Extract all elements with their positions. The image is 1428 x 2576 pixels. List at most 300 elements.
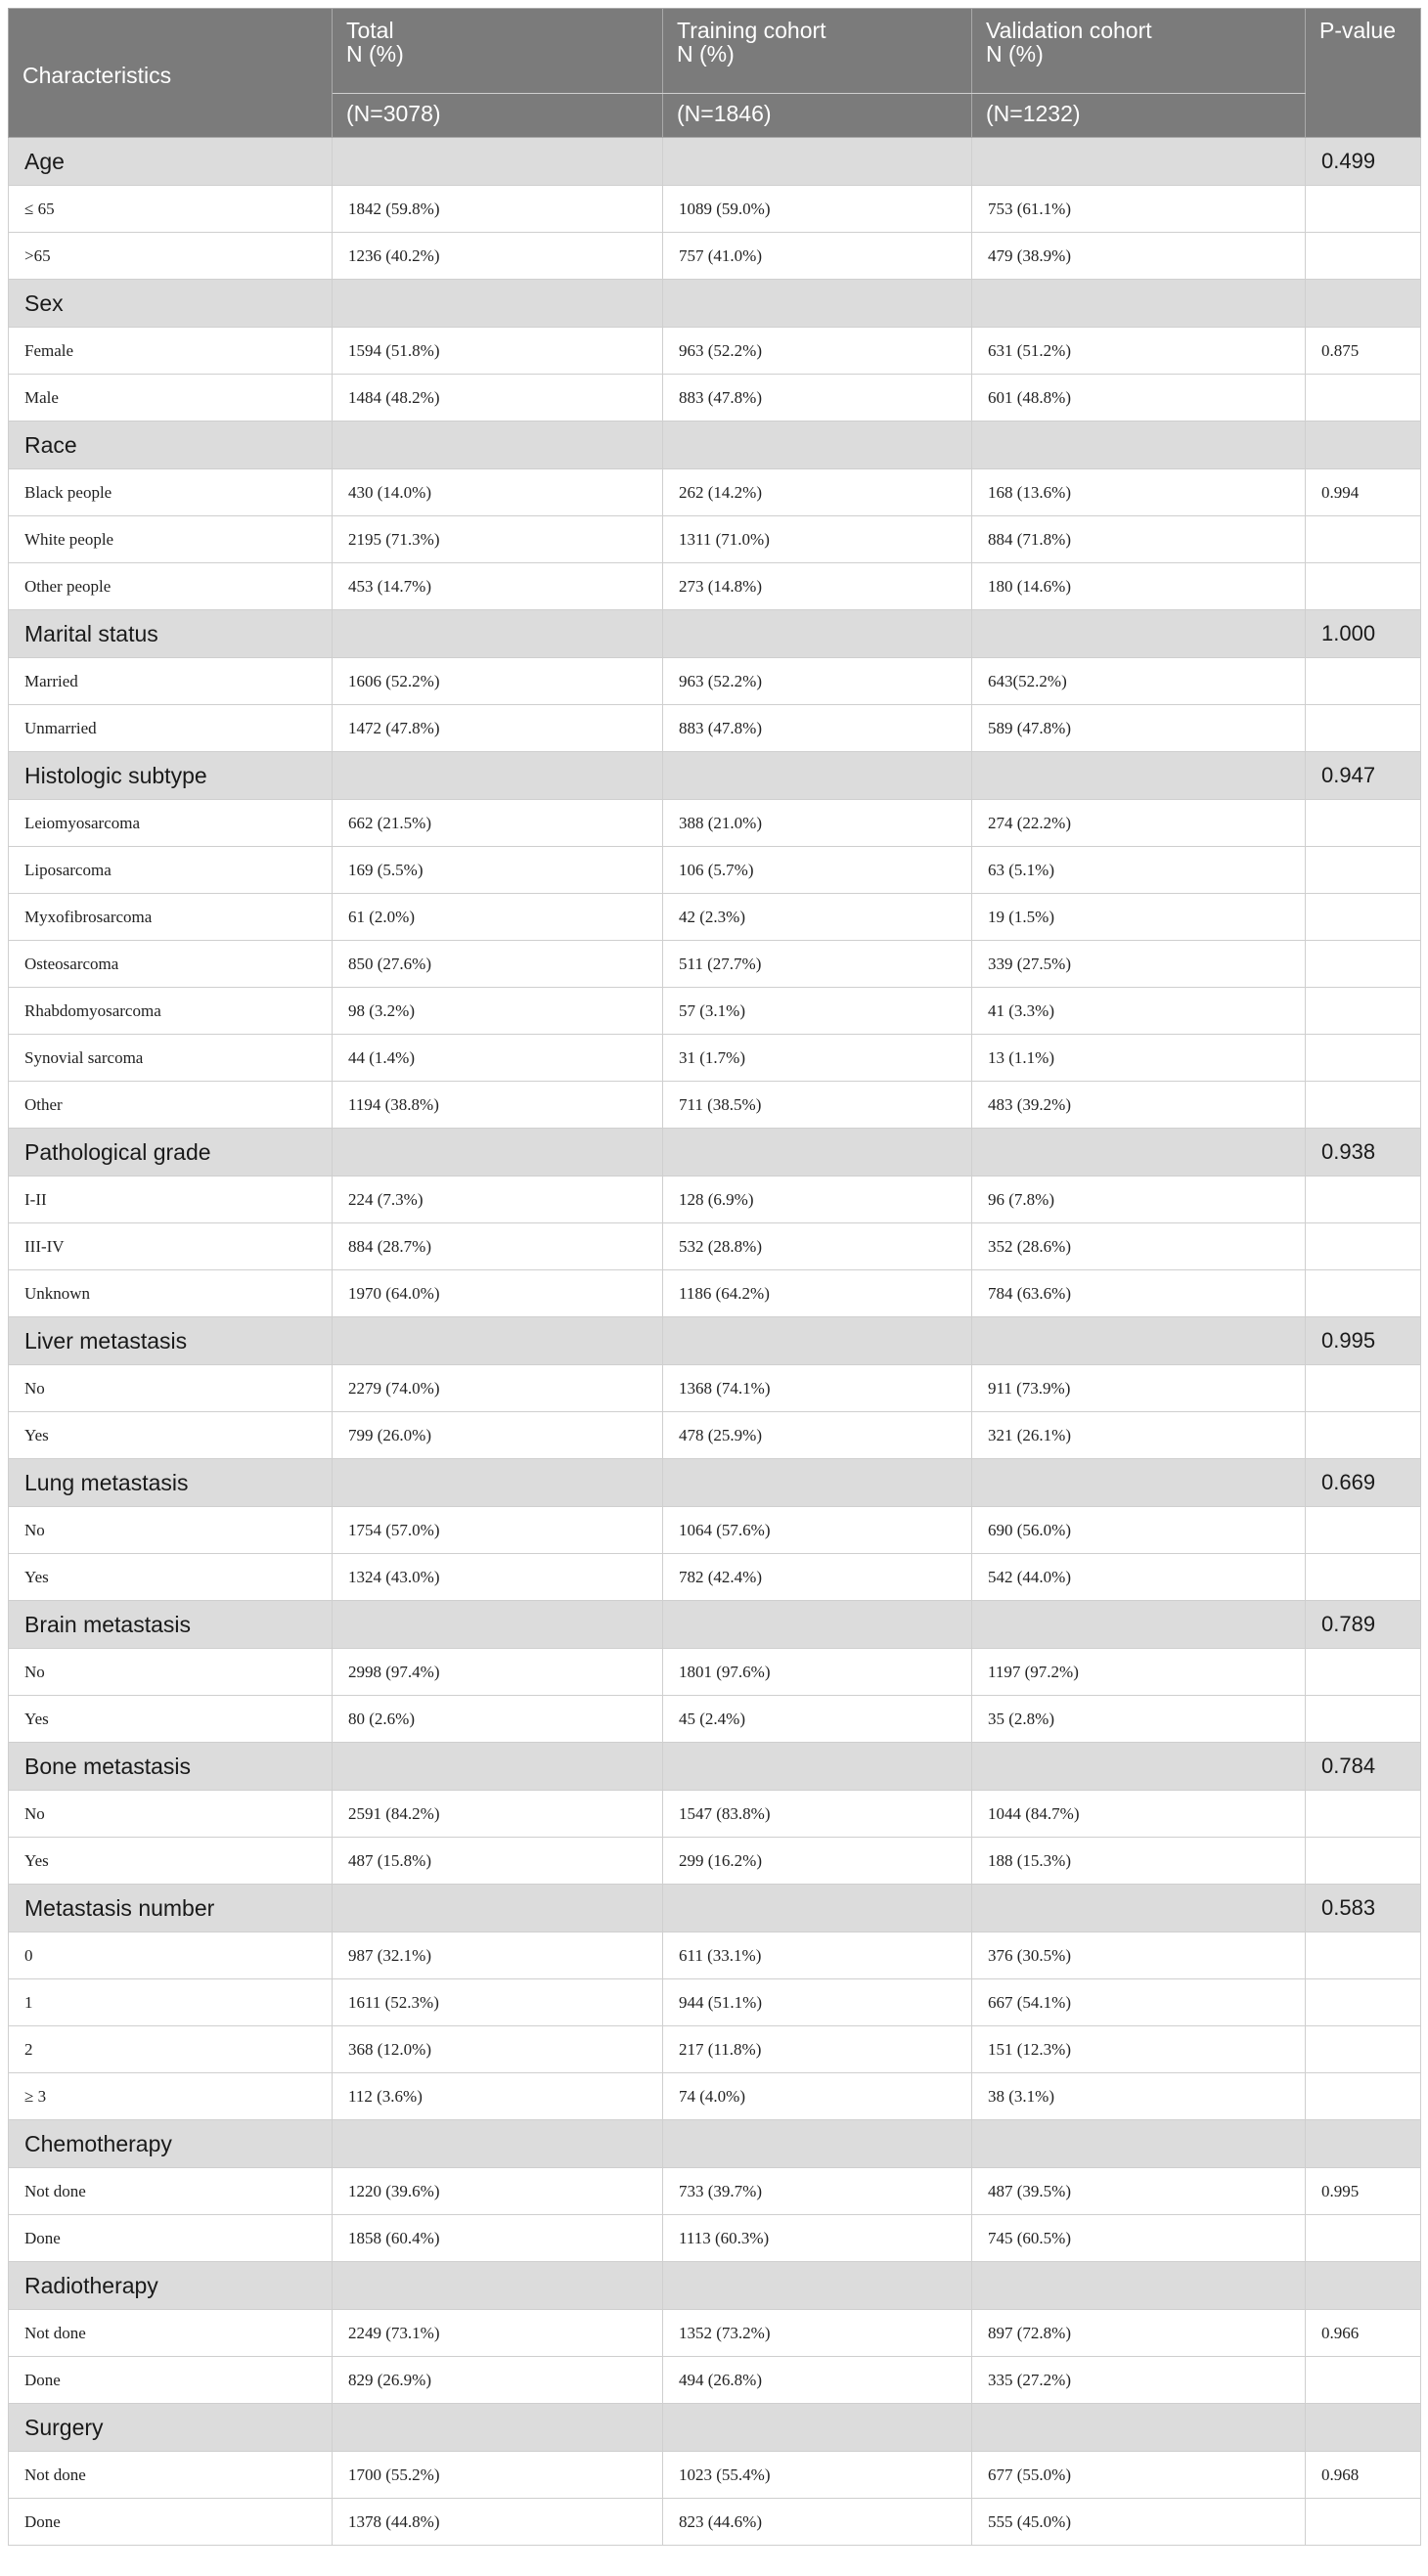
total-value: 1606 (52.2%) xyxy=(333,658,663,705)
total-value: 1484 (48.2%) xyxy=(333,375,663,422)
p-value: 0.995 xyxy=(1306,1317,1421,1365)
table-row xyxy=(9,2357,1421,2404)
validation-value: 784 (63.6%) xyxy=(972,1270,1306,1317)
row-label: Yes xyxy=(9,1412,333,1459)
training-value: 1113 (60.3%) xyxy=(663,2215,972,2262)
p-value xyxy=(1306,1035,1421,1082)
header-training-n: (N=1846) xyxy=(663,94,972,138)
total-value: 1324 (43.0%) xyxy=(333,1554,663,1601)
row-label: No xyxy=(9,1791,333,1838)
training-value: 1801 (97.6%) xyxy=(663,1649,972,1696)
table-row xyxy=(9,1270,1421,1317)
p-value: 0.938 xyxy=(1306,1129,1421,1177)
total-value: 1378 (44.8%) xyxy=(333,2499,663,2546)
row-label: White people xyxy=(9,516,333,563)
header-total-n: (N=3078) xyxy=(333,94,663,138)
cell-empty xyxy=(663,752,972,800)
group-label: Liver metastasis xyxy=(9,1317,333,1365)
row-label: Married xyxy=(9,658,333,705)
p-value xyxy=(1306,233,1421,280)
header-training-label: Training cohort xyxy=(677,18,826,43)
table-row xyxy=(9,847,1421,894)
table-row xyxy=(9,1838,1421,1885)
validation-value: 339 (27.5%) xyxy=(972,941,1306,988)
cell-empty xyxy=(972,2262,1306,2310)
row-label: Liposarcoma xyxy=(9,847,333,894)
row-label: Synovial sarcoma xyxy=(9,1035,333,1082)
table-row xyxy=(9,1035,1421,1082)
p-value xyxy=(1306,2026,1421,2073)
cell-empty xyxy=(972,752,1306,800)
cell-empty xyxy=(972,2120,1306,2168)
training-value: 57 (3.1%) xyxy=(663,988,972,1035)
training-value: 299 (16.2%) xyxy=(663,1838,972,1885)
total-value: 2195 (71.3%) xyxy=(333,516,663,563)
row-label: Unknown xyxy=(9,1270,333,1317)
validation-value: 483 (39.2%) xyxy=(972,1082,1306,1129)
training-value: 388 (21.0%) xyxy=(663,800,972,847)
cell-empty xyxy=(333,1601,663,1649)
group-row xyxy=(9,2120,1421,2168)
p-value: 0.966 xyxy=(1306,2310,1421,2357)
table-row xyxy=(9,563,1421,610)
training-value: 611 (33.1%) xyxy=(663,1932,972,1979)
training-value: 217 (11.8%) xyxy=(663,2026,972,2073)
cell-empty xyxy=(333,1317,663,1365)
row-label: Done xyxy=(9,2499,333,2546)
training-value: 963 (52.2%) xyxy=(663,328,972,375)
cell-empty xyxy=(663,1743,972,1791)
training-value: 883 (47.8%) xyxy=(663,375,972,422)
total-value: 662 (21.5%) xyxy=(333,800,663,847)
training-value: 128 (6.9%) xyxy=(663,1177,972,1223)
cell-empty xyxy=(972,1459,1306,1507)
validation-value: 1044 (84.7%) xyxy=(972,1791,1306,1838)
table-row xyxy=(9,233,1421,280)
row-label: Not done xyxy=(9,2168,333,2215)
cell-empty xyxy=(972,610,1306,658)
validation-value: 897 (72.8%) xyxy=(972,2310,1306,2357)
group-label: Sex xyxy=(9,280,333,328)
p-value: 0.968 xyxy=(1306,2452,1421,2499)
p-value: 0.994 xyxy=(1306,469,1421,516)
validation-value: 643(52.2%) xyxy=(972,658,1306,705)
row-label: Done xyxy=(9,2357,333,2404)
validation-value: 753 (61.1%) xyxy=(972,186,1306,233)
table-row xyxy=(9,2215,1421,2262)
cell-empty xyxy=(663,1317,972,1365)
p-value xyxy=(1306,2262,1421,2310)
training-value: 1064 (57.6%) xyxy=(663,1507,972,1554)
p-value xyxy=(1306,1412,1421,1459)
p-value xyxy=(1306,516,1421,563)
p-value xyxy=(1306,2073,1421,2120)
row-label: ≥ 3 xyxy=(9,2073,333,2120)
group-label: Lung metastasis xyxy=(9,1459,333,1507)
p-value xyxy=(1306,988,1421,1035)
row-label: 0 xyxy=(9,1932,333,1979)
total-value: 430 (14.0%) xyxy=(333,469,663,516)
table-row xyxy=(9,705,1421,752)
training-value: 1547 (83.8%) xyxy=(663,1791,972,1838)
group-row xyxy=(9,1885,1421,1932)
p-value xyxy=(1306,1177,1421,1223)
header-pvalue: P-value xyxy=(1306,9,1421,138)
training-value: 74 (4.0%) xyxy=(663,2073,972,2120)
p-value xyxy=(1306,422,1421,469)
table-row xyxy=(9,2310,1421,2357)
table-row xyxy=(9,2026,1421,2073)
validation-value: 376 (30.5%) xyxy=(972,1932,1306,1979)
table-row xyxy=(9,1365,1421,1412)
table-row xyxy=(9,2168,1421,2215)
training-value: 106 (5.7%) xyxy=(663,847,972,894)
validation-value: 352 (28.6%) xyxy=(972,1223,1306,1270)
table-row xyxy=(9,186,1421,233)
cell-empty xyxy=(972,280,1306,328)
p-value: 0.499 xyxy=(1306,138,1421,186)
validation-value: 96 (7.8%) xyxy=(972,1177,1306,1223)
p-value xyxy=(1306,1649,1421,1696)
total-value: 799 (26.0%) xyxy=(333,1412,663,1459)
p-value xyxy=(1306,800,1421,847)
table-row xyxy=(9,800,1421,847)
row-label: Female xyxy=(9,328,333,375)
training-value: 31 (1.7%) xyxy=(663,1035,972,1082)
p-value xyxy=(1306,186,1421,233)
total-value: 1594 (51.8%) xyxy=(333,328,663,375)
cell-empty xyxy=(333,280,663,328)
table-row xyxy=(9,941,1421,988)
header-total xyxy=(333,9,663,94)
p-value xyxy=(1306,1838,1421,1885)
total-value: 1754 (57.0%) xyxy=(333,1507,663,1554)
cell-empty xyxy=(333,422,663,469)
total-value: 453 (14.7%) xyxy=(333,563,663,610)
training-value: 511 (27.7%) xyxy=(663,941,972,988)
validation-value: 542 (44.0%) xyxy=(972,1554,1306,1601)
cell-empty xyxy=(663,138,972,186)
header-validation-unit: N (%) xyxy=(986,41,1044,67)
p-value xyxy=(1306,1979,1421,2026)
total-value: 2249 (73.1%) xyxy=(333,2310,663,2357)
cell-empty xyxy=(972,1601,1306,1649)
row-label: Yes xyxy=(9,1554,333,1601)
p-value: 0.784 xyxy=(1306,1743,1421,1791)
validation-value: 151 (12.3%) xyxy=(972,2026,1306,2073)
p-value: 0.875 xyxy=(1306,328,1421,375)
header-total-unit: N (%) xyxy=(346,41,404,67)
total-value: 112 (3.6%) xyxy=(333,2073,663,2120)
cell-empty xyxy=(663,2404,972,2452)
row-label: 1 xyxy=(9,1979,333,2026)
cell-empty xyxy=(663,2262,972,2310)
row-label: I-II xyxy=(9,1177,333,1223)
p-value: 0.583 xyxy=(1306,1885,1421,1932)
table-row xyxy=(9,516,1421,563)
p-value xyxy=(1306,280,1421,328)
p-value xyxy=(1306,705,1421,752)
total-value: 1611 (52.3%) xyxy=(333,1979,663,2026)
row-label: Yes xyxy=(9,1696,333,1743)
validation-value: 274 (22.2%) xyxy=(972,800,1306,847)
p-value: 0.995 xyxy=(1306,2168,1421,2215)
group-row xyxy=(9,422,1421,469)
validation-value: 690 (56.0%) xyxy=(972,1507,1306,1554)
group-row xyxy=(9,1317,1421,1365)
header-validation-label: Validation cohort xyxy=(986,18,1152,43)
table-row xyxy=(9,1507,1421,1554)
p-value xyxy=(1306,2357,1421,2404)
cell-empty xyxy=(333,1743,663,1791)
table-row xyxy=(9,1649,1421,1696)
validation-value: 479 (38.9%) xyxy=(972,233,1306,280)
training-value: 45 (2.4%) xyxy=(663,1696,972,1743)
total-value: 487 (15.8%) xyxy=(333,1838,663,1885)
row-label: 2 xyxy=(9,2026,333,2073)
p-value xyxy=(1306,375,1421,422)
table-row xyxy=(9,1979,1421,2026)
cell-empty xyxy=(663,1459,972,1507)
validation-value: 38 (3.1%) xyxy=(972,2073,1306,2120)
p-value xyxy=(1306,658,1421,705)
table-row xyxy=(9,894,1421,941)
header-training xyxy=(663,9,972,94)
table-row xyxy=(9,328,1421,375)
cell-empty xyxy=(333,610,663,658)
table-row xyxy=(9,2073,1421,2120)
training-value: 494 (26.8%) xyxy=(663,2357,972,2404)
cell-empty xyxy=(333,1129,663,1177)
cell-empty xyxy=(663,2120,972,2168)
group-label: Radiotherapy xyxy=(9,2262,333,2310)
validation-value: 884 (71.8%) xyxy=(972,516,1306,563)
row-label: Male xyxy=(9,375,333,422)
cell-empty xyxy=(972,1129,1306,1177)
validation-value: 667 (54.1%) xyxy=(972,1979,1306,2026)
training-value: 1368 (74.1%) xyxy=(663,1365,972,1412)
total-value: 850 (27.6%) xyxy=(333,941,663,988)
total-value: 1700 (55.2%) xyxy=(333,2452,663,2499)
cell-empty xyxy=(663,1129,972,1177)
row-label: III-IV xyxy=(9,1223,333,1270)
header-validation xyxy=(972,9,1306,94)
validation-value: 1197 (97.2%) xyxy=(972,1649,1306,1696)
cell-empty xyxy=(663,610,972,658)
group-label: Chemotherapy xyxy=(9,2120,333,2168)
row-label: Not done xyxy=(9,2452,333,2499)
training-value: 782 (42.4%) xyxy=(663,1554,972,1601)
p-value xyxy=(1306,1365,1421,1412)
cell-empty xyxy=(663,1601,972,1649)
row-label: Osteosarcoma xyxy=(9,941,333,988)
total-value: 1220 (39.6%) xyxy=(333,2168,663,2215)
validation-value: 35 (2.8%) xyxy=(972,1696,1306,1743)
row-label: No xyxy=(9,1649,333,1696)
validation-value: 19 (1.5%) xyxy=(972,894,1306,941)
training-value: 944 (51.1%) xyxy=(663,1979,972,2026)
validation-value: 41 (3.3%) xyxy=(972,988,1306,1035)
total-value: 2591 (84.2%) xyxy=(333,1791,663,1838)
validation-value: 188 (15.3%) xyxy=(972,1838,1306,1885)
cell-empty xyxy=(333,2262,663,2310)
header-total-label: Total xyxy=(346,18,394,43)
group-label: Bone metastasis xyxy=(9,1743,333,1791)
validation-value: 180 (14.6%) xyxy=(972,563,1306,610)
group-label: Pathological grade xyxy=(9,1129,333,1177)
group-label: Race xyxy=(9,422,333,469)
group-row xyxy=(9,1743,1421,1791)
table-header xyxy=(9,9,1421,138)
total-value: 80 (2.6%) xyxy=(333,1696,663,1743)
total-value: 1970 (64.0%) xyxy=(333,1270,663,1317)
validation-value: 63 (5.1%) xyxy=(972,847,1306,894)
p-value xyxy=(1306,1223,1421,1270)
group-row xyxy=(9,138,1421,186)
group-label: Brain metastasis xyxy=(9,1601,333,1649)
header-characteristics: Characteristics xyxy=(9,9,333,138)
table-row xyxy=(9,2499,1421,2546)
table-row xyxy=(9,1223,1421,1270)
table-row xyxy=(9,2452,1421,2499)
row-label: Myxofibrosarcoma xyxy=(9,894,333,941)
row-label: No xyxy=(9,1365,333,1412)
table-row xyxy=(9,658,1421,705)
group-label: Marital status xyxy=(9,610,333,658)
p-value xyxy=(1306,563,1421,610)
total-value: 1842 (59.8%) xyxy=(333,186,663,233)
row-label: Black people xyxy=(9,469,333,516)
p-value xyxy=(1306,2499,1421,2546)
row-label: Done xyxy=(9,2215,333,2262)
total-value: 98 (3.2%) xyxy=(333,988,663,1035)
p-value xyxy=(1306,1082,1421,1129)
table-row xyxy=(9,1696,1421,1743)
row-label: >65 xyxy=(9,233,333,280)
group-row xyxy=(9,610,1421,658)
cell-empty xyxy=(663,1885,972,1932)
table-row xyxy=(9,1932,1421,1979)
total-value: 368 (12.0%) xyxy=(333,2026,663,2073)
p-value: 0.669 xyxy=(1306,1459,1421,1507)
group-row xyxy=(9,1459,1421,1507)
p-value xyxy=(1306,1554,1421,1601)
total-value: 1472 (47.8%) xyxy=(333,705,663,752)
p-value xyxy=(1306,1932,1421,1979)
row-label: Not done xyxy=(9,2310,333,2357)
characteristics-table xyxy=(8,8,1421,2546)
p-value: 1.000 xyxy=(1306,610,1421,658)
row-label: No xyxy=(9,1507,333,1554)
table-row xyxy=(9,469,1421,516)
p-value xyxy=(1306,894,1421,941)
table-row xyxy=(9,1412,1421,1459)
total-value: 1858 (60.4%) xyxy=(333,2215,663,2262)
group-label: Histologic subtype xyxy=(9,752,333,800)
table-row xyxy=(9,1082,1421,1129)
cell-empty xyxy=(333,1885,663,1932)
cell-empty xyxy=(663,422,972,469)
table-row xyxy=(9,375,1421,422)
header-training-unit: N (%) xyxy=(677,41,735,67)
validation-value: 13 (1.1%) xyxy=(972,1035,1306,1082)
row-label: Yes xyxy=(9,1838,333,1885)
training-value: 1311 (71.0%) xyxy=(663,516,972,563)
cell-empty xyxy=(972,138,1306,186)
group-row xyxy=(9,2404,1421,2452)
row-label: ≤ 65 xyxy=(9,186,333,233)
p-value: 0.947 xyxy=(1306,752,1421,800)
training-value: 883 (47.8%) xyxy=(663,705,972,752)
training-value: 1186 (64.2%) xyxy=(663,1270,972,1317)
training-value: 532 (28.8%) xyxy=(663,1223,972,1270)
training-value: 823 (44.6%) xyxy=(663,2499,972,2546)
validation-value: 589 (47.8%) xyxy=(972,705,1306,752)
total-value: 61 (2.0%) xyxy=(333,894,663,941)
cell-empty xyxy=(333,2120,663,2168)
table-body xyxy=(9,138,1421,2546)
table-row xyxy=(9,988,1421,1035)
group-label: Metastasis number xyxy=(9,1885,333,1932)
cell-empty xyxy=(972,1743,1306,1791)
validation-value: 601 (48.8%) xyxy=(972,375,1306,422)
validation-value: 555 (45.0%) xyxy=(972,2499,1306,2546)
training-value: 1352 (73.2%) xyxy=(663,2310,972,2357)
table-row xyxy=(9,1177,1421,1223)
table-row xyxy=(9,1791,1421,1838)
cell-empty xyxy=(972,1317,1306,1365)
group-row xyxy=(9,2262,1421,2310)
cell-empty xyxy=(333,752,663,800)
training-value: 1023 (55.4%) xyxy=(663,2452,972,2499)
training-value: 963 (52.2%) xyxy=(663,658,972,705)
validation-value: 321 (26.1%) xyxy=(972,1412,1306,1459)
header-validation-n: (N=1232) xyxy=(972,94,1306,138)
p-value xyxy=(1306,941,1421,988)
training-value: 1089 (59.0%) xyxy=(663,186,972,233)
cell-empty xyxy=(972,2404,1306,2452)
row-label: Leiomyosarcoma xyxy=(9,800,333,847)
group-row xyxy=(9,1601,1421,1649)
row-label: Unmarried xyxy=(9,705,333,752)
total-value: 884 (28.7%) xyxy=(333,1223,663,1270)
validation-value: 487 (39.5%) xyxy=(972,2168,1306,2215)
cell-empty xyxy=(333,138,663,186)
p-value xyxy=(1306,847,1421,894)
p-value xyxy=(1306,1791,1421,1838)
training-value: 273 (14.8%) xyxy=(663,563,972,610)
training-value: 733 (39.7%) xyxy=(663,2168,972,2215)
p-value xyxy=(1306,1507,1421,1554)
cell-empty xyxy=(972,1885,1306,1932)
training-value: 478 (25.9%) xyxy=(663,1412,972,1459)
validation-value: 677 (55.0%) xyxy=(972,2452,1306,2499)
p-value xyxy=(1306,1696,1421,1743)
total-value: 987 (32.1%) xyxy=(333,1932,663,1979)
cell-empty xyxy=(333,1459,663,1507)
total-value: 1236 (40.2%) xyxy=(333,233,663,280)
row-label: Other xyxy=(9,1082,333,1129)
group-row xyxy=(9,752,1421,800)
group-label: Surgery xyxy=(9,2404,333,2452)
row-label: Rhabdomyosarcoma xyxy=(9,988,333,1035)
total-value: 829 (26.9%) xyxy=(333,2357,663,2404)
total-value: 2279 (74.0%) xyxy=(333,1365,663,1412)
validation-value: 911 (73.9%) xyxy=(972,1365,1306,1412)
cell-empty xyxy=(663,280,972,328)
total-value: 224 (7.3%) xyxy=(333,1177,663,1223)
total-value: 1194 (38.8%) xyxy=(333,1082,663,1129)
